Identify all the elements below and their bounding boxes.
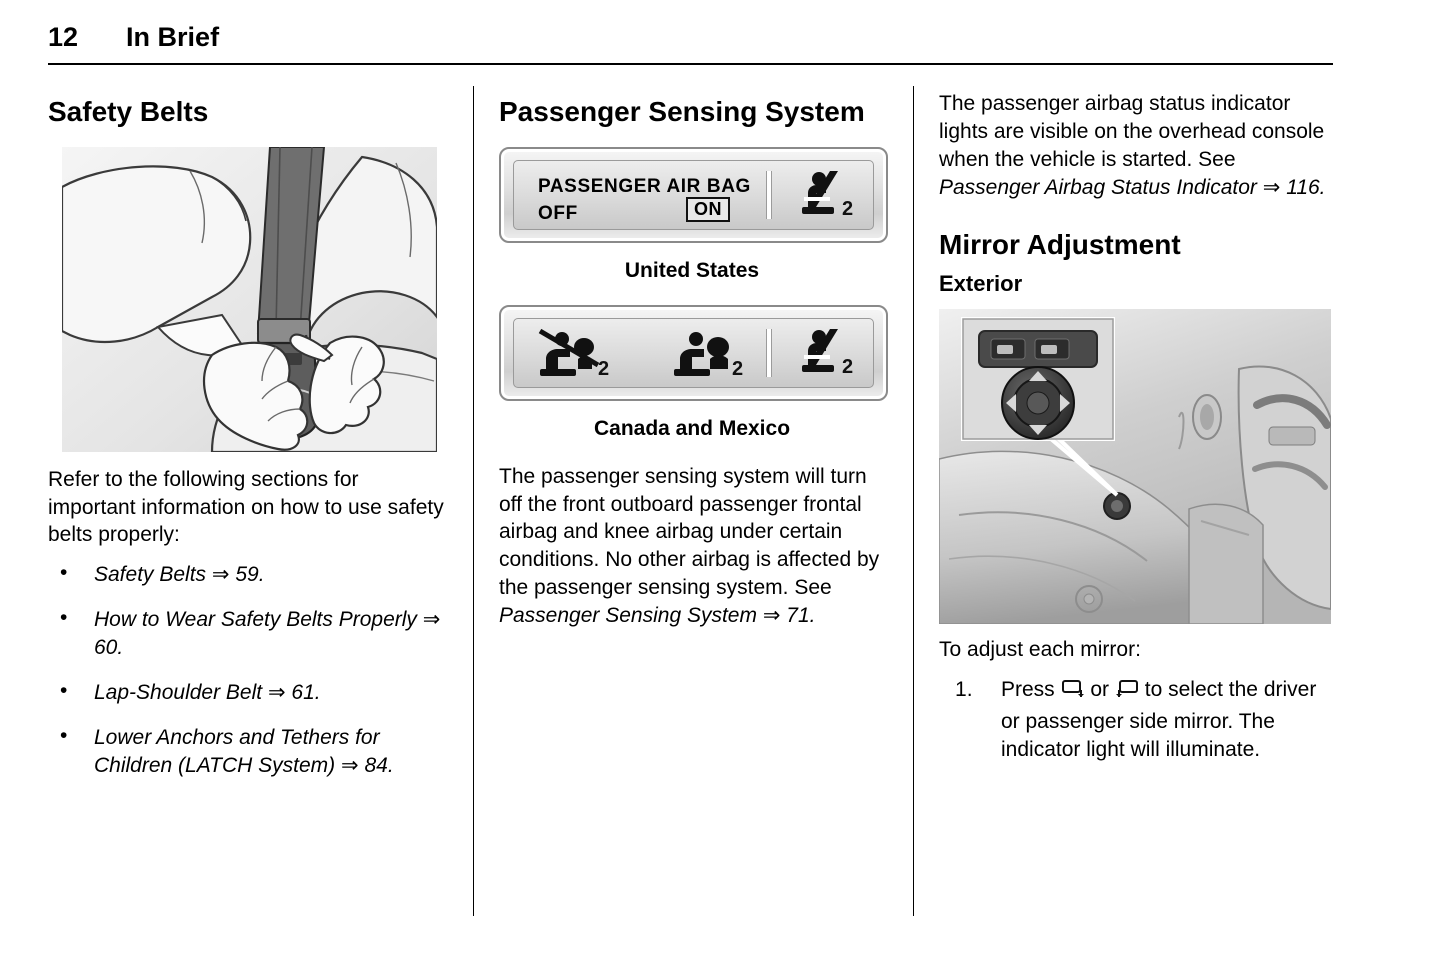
list-item-page: 84. [364,753,394,777]
right-mirror-select-icon [1115,679,1139,708]
list-item [48,724,445,780]
page-ref-arrow-icon: ⇒ [341,753,359,777]
passenger-sensing-reference: Passenger Sensing System [499,604,757,628]
indicator-inner-panel [513,160,874,230]
list-item-label: Lower Anchors and Tethers for Children (LATCH System) [94,726,380,777]
page-header [48,22,1333,65]
passenger-airbag-status-text: The passenger airbag status indicator lights are visible on the overhead console when the vehicle is started. See [939,92,1325,171]
exterior-mirror-control-photo [939,309,1331,624]
page-ref-arrow-icon: ⇒ [267,681,286,705]
svg-text:2: 2 [732,357,744,380]
list-item-label: Lap-Shoulder Belt [94,681,263,705]
list-item-label: Safety Belts [94,563,207,587]
canada-mexico-passenger-airbag-indicator [499,305,888,401]
passenger-sensing-reference-page: 71. [786,604,816,628]
page-ref-arrow-icon: ⇒ [211,563,230,587]
passenger-airbag-status-paragraph [939,90,1336,202]
page-title: In Brief [126,22,220,52]
column-safety-belts [48,86,473,916]
seatbelt-reminder-icon [786,167,862,228]
indicator-divider [766,171,772,219]
list-item [48,606,445,662]
page-ref-arrow-icon: ⇒ [762,604,781,628]
column-mirror-adjustment [913,86,1336,916]
mirror-exterior-subheading: Exterior [939,271,1023,297]
list-item-label: How to Wear Safety Belts Properly [94,608,417,632]
left-mirror-select-icon [1061,679,1085,708]
canada-mexico-indicator-caption: Canada and Mexico [593,416,791,440]
mirror-adjustment-steps [939,676,1336,765]
mirror-instruction-intro: To adjust each mirror: [939,638,1141,662]
airbag-on-badge: ON [686,197,730,222]
list-item [939,676,1336,765]
column-passenger-sensing [473,86,913,916]
step-text-after: to select the driver or passenger side mirror. The indicator light will illuminate. [1001,678,1317,762]
indicator-inner-panel [513,318,874,388]
passenger-airbag-label-line1: PASSENGER AIR BAG [538,175,751,197]
indicator-divider [766,329,772,377]
passenger-airbag-label-line2: OFF [538,203,578,225]
list-item-page: 61. [291,681,321,705]
safety-belts-heading: Safety Belts [48,96,209,127]
passenger-airbag-status-reference: Passenger Airbag Status Indicator [939,175,1257,199]
passenger-sensing-heading: Passenger Sensing System [499,96,865,127]
list-item-page: 59. [235,563,265,587]
passenger-sensing-text: The passenger sensing system will turn off the front outboard passenger frontal airbag and knee airbag under certain conditions. No other airbag is affected by the passenger sensing system. See [499,464,880,600]
safety-belts-intro: Refer to the following sections for important information on how to use safety belts properly: [48,467,444,547]
list-item-page: 60. [94,636,124,660]
airbag-off-icon [532,325,618,386]
step-text-before: Press [1001,678,1055,702]
svg-text:2: 2 [842,197,854,220]
mirror-adjustment-heading: Mirror Adjustment [939,228,1181,260]
list-item [48,561,445,589]
us-indicator-caption: United States [624,258,760,282]
safety-belts-reference-list [48,561,445,780]
passenger-airbag-status-reference-page: 116. [1286,175,1326,199]
svg-text:2: 2 [842,355,854,378]
list-item [48,679,445,707]
airbag-on-icon [666,325,752,386]
step-text-between: or [1090,678,1110,702]
page-ref-arrow-icon: ⇒ [422,608,441,632]
page-number: 12 [48,22,79,52]
us-passenger-airbag-indicator [499,147,888,243]
svg-text:2: 2 [598,357,610,380]
passenger-sensing-paragraph [499,463,885,631]
page-columns [48,86,1336,916]
seatbelt-reminder-icon [786,325,862,386]
page-ref-arrow-icon: ⇒ [1262,175,1281,199]
safety-belt-buckling-illustration [62,147,437,452]
